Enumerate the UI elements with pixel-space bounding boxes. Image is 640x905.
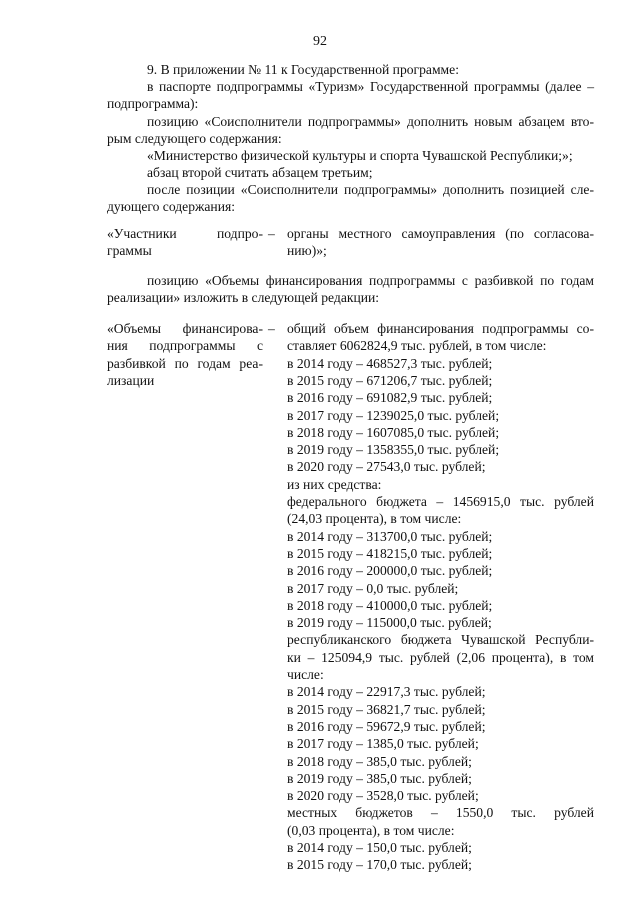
financing-value-line: числе: (287, 667, 324, 682)
financing-value-line: в 2016 году – 691082,9 тыс. рублей; (287, 390, 493, 406)
financing-label-line: ния подпрограммы с (107, 338, 263, 354)
financing-value-line: в 2015 году – 170,0 тыс. рублей; (287, 857, 472, 873)
financing-value-line: в 2014 году – 150,0 тыс. рублей; (287, 840, 472, 855)
after-position-line: после позиции «Соисполнители подпрограммы» дополнить позицией сле- (147, 182, 594, 197)
financing-value-line: местных бюджетов – 1550,0 тыс. рублей (287, 805, 594, 821)
position-text-cont: реализации» изложить в следующей редакции: (107, 290, 380, 305)
participants-value: органы местного самоуправления (по согласова- (287, 226, 594, 241)
item-9-heading: 9. В приложении № 11 к Государственной программе: (147, 62, 459, 77)
financing-value-line: в 2015 году – 36821,7 тыс. рублей; (287, 701, 486, 717)
page-number: 92 (313, 34, 327, 49)
financing-value-line: федерального бюджета – 1456915,0 тыс. рублей (287, 494, 594, 509)
financing-label-line: лизации (107, 372, 155, 388)
financing-value-line: из них средства: (287, 476, 382, 492)
participants-value-cont: нию)»; (287, 243, 327, 258)
financing-value-line: ставляет 6062824,9 тыс. рублей, в том числе: (287, 338, 547, 354)
financing-value-line: в 2016 году – 59672,9 тыс. рублей; (287, 718, 486, 734)
financing-value-line: (24,03 процента), в том числе: (287, 511, 462, 527)
financing-value-line: в 2017 году – 1239025,0 тыс. рублей; (287, 407, 500, 423)
financing-value-line: в 2018 году – 385,0 тыс. рублей; (287, 753, 472, 769)
financing-value-line: в 2019 году – 1358355,0 тыс. рублей; (287, 442, 500, 458)
financing-value-line: в 2014 году – 468527,3 тыс. рублей; (287, 355, 493, 371)
position-text: позицию «Объемы финансирования подпрограммы с разбивкой по годам (147, 273, 594, 288)
paragraph-renumber-line: абзац второй считать абзацем третьим; (147, 165, 373, 180)
financing-value-line: (0,03 процента), в том числе: (287, 822, 455, 838)
passport-line-cont: подпрограмма): (107, 96, 199, 111)
financing-value-line: в 2015 году – 671206,7 тыс. рублей; (287, 372, 493, 388)
financing-value-line: в 2017 году – 0,0 тыс. рублей; (287, 580, 459, 596)
financing-value-line: в 2015 году – 418215,0 тыс. рублей; (287, 545, 493, 561)
financing-value-line: в 2016 году – 200000,0 тыс. рублей; (287, 563, 493, 579)
financing-label-line: разбивкой по годам реа- (107, 355, 263, 371)
financing-value-line: в 2014 году – 22917,3 тыс. рублей; (287, 684, 486, 700)
financing-value-line: в 2020 году – 27543,0 тыс. рублей; (287, 459, 486, 475)
financing-value-line: ки – 125094,9 тыс. рублей (2,06 процента), в том (287, 649, 594, 665)
financing-value-line: в 2014 году – 313700,0 тыс. рублей; (287, 528, 493, 544)
financing-value-line: в 2020 году – 3528,0 тыс. рублей; (287, 788, 479, 804)
financing-value-line: в 2017 году – 1385,0 тыс. рублей; (287, 736, 479, 752)
passport-line: в паспорте подпрограммы «Туризм» Государственной программы (далее – (147, 79, 594, 94)
participants-dash: – (268, 226, 275, 241)
financing-value-line: в 2019 году – 115000,0 тыс. рублей; (287, 615, 492, 631)
participants-label-cont: граммы (107, 243, 152, 258)
after-position-line-cont: дующего содержания: (107, 199, 235, 214)
financing-value-line: в 2019 году – 385,0 тыс. рублей; (287, 770, 472, 786)
financing-dash: – (268, 321, 275, 336)
financing-value-line: республиканского бюджета Чувашской Республи- (287, 632, 594, 648)
financing-label-line: «Объемы финансирова- (107, 321, 263, 336)
coexecutors-line-cont: рым следующего содержания: (107, 131, 282, 146)
ministry-line: «Министерство физической культуры и спорта Чувашской Республики;»; (147, 148, 573, 163)
financing-value-line: в 2018 году – 410000,0 тыс. рублей; (287, 597, 493, 613)
coexecutors-line: позицию «Соисполнители подпрограммы» дополнить новым абзацем вто- (147, 114, 594, 129)
financing-value-line: общий объем финансирования подпрограммы со- (287, 321, 594, 336)
financing-value-line: в 2018 году – 1607085,0 тыс. рублей; (287, 424, 500, 440)
participants-label: «Участники подпро- (107, 226, 263, 241)
